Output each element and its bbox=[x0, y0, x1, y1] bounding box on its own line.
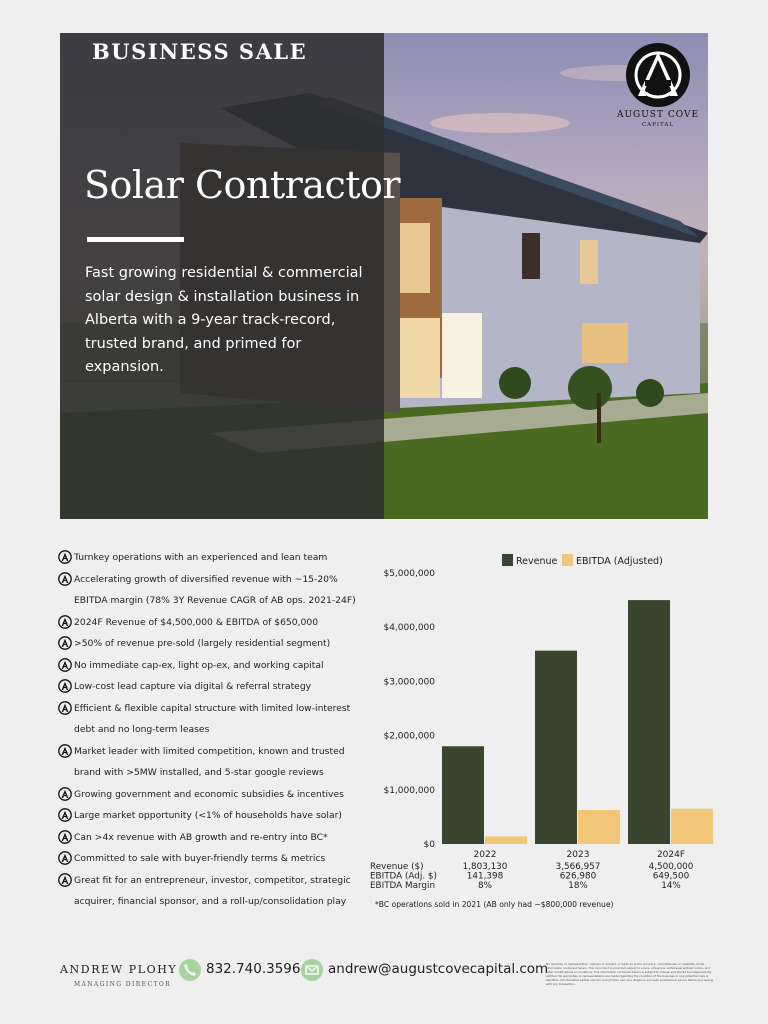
company-logo bbox=[608, 42, 708, 128]
revenue-bar bbox=[442, 746, 484, 844]
table-cell: 4,500,000 bbox=[648, 862, 694, 872]
table-cell: 18% bbox=[568, 881, 588, 891]
x-category-label: 2023 bbox=[566, 850, 590, 860]
hero-banner bbox=[60, 33, 708, 519]
highlight-text: >50% of revenue pre-sold (largely residential segment) bbox=[74, 638, 331, 649]
letter-a-bullet-icon bbox=[58, 678, 73, 697]
table-row-label: EBITDA Margin bbox=[370, 881, 436, 891]
highlight-text: Growing government and economic subsidies & incentives bbox=[74, 788, 344, 800]
highlight-item bbox=[58, 698, 358, 741]
highlight-item bbox=[58, 848, 358, 870]
highlight-text: Great fit for an entrepreneur, investor, competitor, strategic acquirer, financial sponsor, and a roll-up/consolidation play bbox=[74, 874, 351, 907]
contact-name: ANDREW PLOHY bbox=[60, 963, 178, 976]
logo-subtitle: CAPITAL bbox=[641, 122, 675, 128]
chart-footnote: *BC operations sold in 2021 (AB only had ~$800,000 revenue) bbox=[375, 900, 614, 909]
email-icon bbox=[301, 959, 323, 981]
hero-description: Fast growing residential & commercial solar design & installation business in Alberta with a 9-year track-record, trusted brand, and primed for expansion. bbox=[85, 265, 363, 375]
legend-swatch bbox=[502, 554, 513, 566]
logo-name: AUGUST COVE bbox=[616, 110, 700, 120]
contact-footer bbox=[0, 955, 768, 995]
hero-title: Solar Contractor bbox=[84, 163, 401, 207]
highlight-text: No immediate cap-ex, light op-ex, and working capital bbox=[74, 659, 324, 671]
letter-a-bullet-icon bbox=[58, 872, 73, 891]
highlight-text: 2024F Revenue of $4,500,000 & EBITDA of $650,000 bbox=[74, 616, 319, 628]
highlight-item bbox=[58, 655, 358, 677]
highlight-text: Can >4x revenue with AB growth and re-entry into BC* bbox=[74, 831, 328, 843]
highlight-text: Low-cost lead capture via digital & referral strategy bbox=[74, 681, 312, 692]
highlight-text: Market leader with limited competition, known and trusted brand with >5MW installed, and 5-star google reviews bbox=[74, 745, 345, 778]
table-cell: 8% bbox=[478, 881, 492, 891]
table-cell: 626,980 bbox=[559, 871, 597, 882]
table-row-label: EBITDA (Adj. $) bbox=[370, 871, 437, 882]
title-divider bbox=[87, 237, 184, 242]
highlight-item bbox=[58, 676, 358, 698]
phone-icon bbox=[179, 959, 201, 981]
legend-label: Revenue bbox=[516, 556, 558, 567]
x-category-label: 2022 bbox=[473, 850, 497, 860]
table-cell: 141,398 bbox=[466, 871, 504, 882]
contact-title: MANAGING DIRECTOR bbox=[74, 981, 172, 988]
x-category-label: 2024F bbox=[656, 850, 686, 860]
letter-a-bullet-icon bbox=[58, 657, 73, 676]
highlight-item bbox=[58, 827, 358, 849]
letter-a-bullet-icon bbox=[58, 571, 73, 590]
email-address[interactable]: andrew@augustcovecapital.com bbox=[328, 961, 549, 977]
table-cell: 3,566,957 bbox=[555, 862, 601, 872]
y-tick-label: $5,000,000 bbox=[383, 569, 435, 579]
legal-disclaimer: No warranty or representation, express or implied, is made as to the accuracy, completeness, or reliability of the information contained herein. This document is provided subject to errors, omissions, withdrawal without notice, and other modifications or conditions. The information contained herein is subject to change and should be independently verified. No warranties or representations are made regarding the condition of the business or any potential risks or liabilities. All interested parties should conduct their own due diligence and seek professional advice before proceeding with any transaction. bbox=[546, 962, 714, 986]
y-tick-label: $2,000,000 bbox=[383, 731, 435, 742]
y-tick-label: $0 bbox=[423, 840, 435, 850]
letter-a-bullet-icon bbox=[58, 829, 73, 848]
letter-a-circle-icon bbox=[625, 42, 691, 108]
y-tick-label: $3,000,000 bbox=[383, 677, 435, 688]
ebitda-bar bbox=[485, 836, 527, 844]
business-sale-heading: BUSINESS SALE bbox=[92, 39, 308, 64]
highlight-text: Committed to sale with buyer-friendly terms & metrics bbox=[74, 853, 326, 864]
y-tick-label: $1,000,000 bbox=[383, 785, 435, 796]
ebitda-bar bbox=[671, 809, 713, 844]
highlight-item bbox=[58, 741, 358, 784]
table-cell: 649,500 bbox=[652, 871, 690, 882]
highlight-item bbox=[58, 633, 358, 655]
table-cell: 14% bbox=[661, 881, 681, 891]
highlight-item bbox=[58, 805, 358, 827]
revenue-ebitda-chart bbox=[362, 547, 732, 899]
letter-a-bullet-icon bbox=[58, 614, 73, 633]
highlight-item bbox=[58, 870, 358, 913]
revenue-bar bbox=[535, 651, 577, 844]
highlight-item bbox=[58, 569, 358, 612]
legend-swatch bbox=[562, 554, 573, 566]
letter-a-bullet-icon bbox=[58, 743, 73, 762]
highlight-text: Accelerating growth of diversified revenue with ~15-20% EBITDA margin (78% 3Y Revenue CAGR of AB ops. 2021-24F) bbox=[74, 573, 356, 606]
letter-a-bullet-icon bbox=[58, 807, 73, 826]
phone-number[interactable]: 832.740.3596 bbox=[206, 961, 301, 977]
highlight-text: Turnkey operations with an experienced and lean team bbox=[74, 552, 328, 563]
legend-label: EBITDA (Adjusted) bbox=[576, 556, 663, 567]
highlight-item bbox=[58, 784, 358, 806]
highlight-text: Efficient & flexible capital structure with limited low-interest debt and no long-term leases bbox=[74, 702, 351, 735]
letter-a-bullet-icon bbox=[58, 850, 73, 869]
table-row-label: Revenue ($) bbox=[370, 862, 424, 872]
financial-chart bbox=[362, 547, 732, 917]
highlight-item bbox=[58, 612, 358, 634]
y-tick-label: $4,000,000 bbox=[383, 623, 435, 634]
ebitda-bar bbox=[578, 810, 620, 844]
highlights-list bbox=[58, 547, 358, 913]
highlight-item bbox=[58, 547, 358, 569]
revenue-bar bbox=[628, 600, 670, 844]
highlight-text: Large market opportunity (<1% of households have solar) bbox=[74, 810, 342, 821]
letter-a-bullet-icon bbox=[58, 786, 73, 805]
letter-a-bullet-icon bbox=[58, 549, 73, 568]
letter-a-bullet-icon bbox=[58, 635, 73, 654]
table-cell: 1,803,130 bbox=[462, 862, 508, 872]
letter-a-bullet-icon bbox=[58, 700, 73, 719]
